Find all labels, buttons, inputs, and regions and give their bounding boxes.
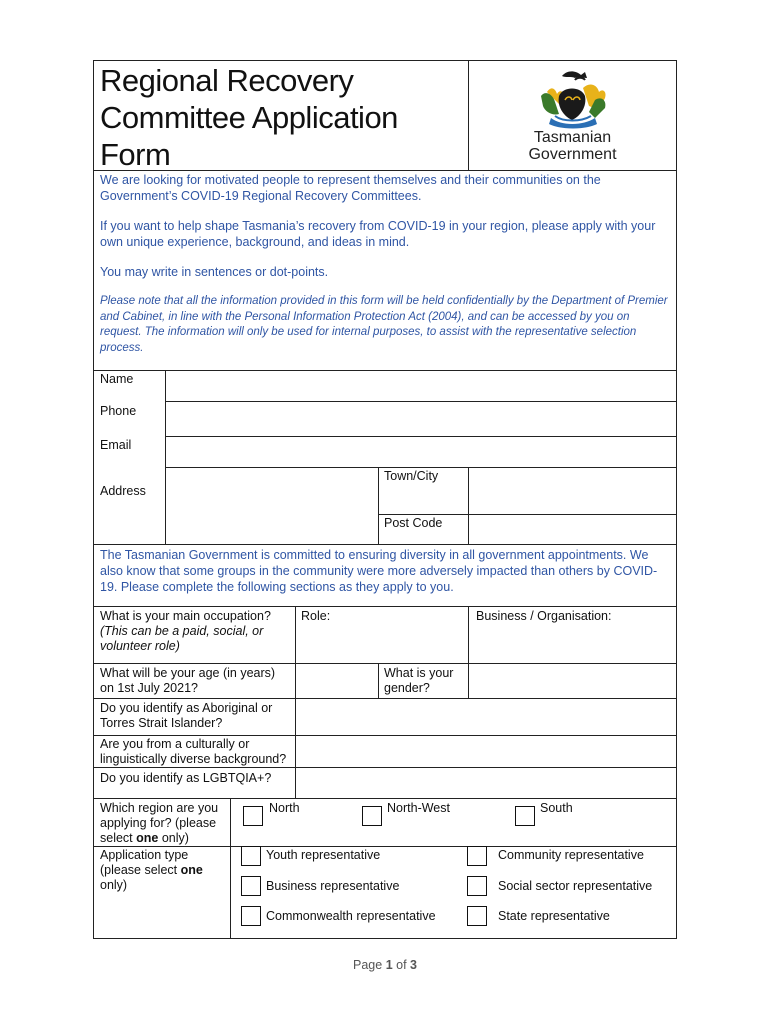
logo-text-line2: Government	[528, 146, 617, 163]
business-field[interactable]	[469, 624, 676, 663]
business-rep-label: Business representative	[266, 879, 400, 893]
state-rep-checkbox[interactable]	[467, 906, 487, 926]
region-question: Which region are you applying for? (please select one only)	[100, 801, 219, 845]
age-question: What will be your age (in years) on 1st July 2021?	[100, 666, 276, 695]
age-field[interactable]	[296, 664, 378, 698]
page-number: Page 1 of 3	[353, 958, 417, 972]
logo-text-line1: Tasmanian	[533, 129, 612, 146]
lgbtqia-question: Do you identify as LGBTQIA+?	[100, 771, 272, 785]
diversity-statement: The Tasmanian Government is committed to ensuring diversity in all government appointments. We also know that some groups in the community were more adversely impacted than others by COVID-19. Please complete the following sections as they apply to you.	[100, 548, 658, 594]
application-type-question: Application type (please select one only)	[100, 848, 203, 892]
town-field[interactable]	[469, 468, 676, 514]
aboriginal-field[interactable]	[296, 699, 676, 735]
role-label: Role:	[301, 609, 331, 623]
business-label: Business / Organisation:	[476, 609, 612, 623]
name-field[interactable]	[166, 371, 676, 401]
social-sector-rep-checkbox[interactable]	[467, 876, 487, 896]
name-label: Name	[100, 372, 134, 386]
email-field[interactable]	[166, 437, 676, 467]
email-label: Email	[100, 438, 132, 452]
south-checkbox[interactable]	[515, 806, 535, 826]
address-label: Address	[100, 484, 146, 498]
phone-field[interactable]	[166, 402, 676, 436]
address-field[interactable]	[166, 468, 378, 544]
occupation-note: (This can be a paid, social, or volunteer role)	[100, 624, 264, 653]
gender-field[interactable]	[469, 664, 676, 698]
state-rep-label: State representative	[498, 909, 610, 923]
north-west-checkbox[interactable]	[362, 806, 382, 826]
town-label: Town/City	[384, 469, 439, 483]
cald-question: Are you from a culturally or linguistically diverse background?	[100, 737, 287, 766]
community-rep-label: Community representative	[498, 848, 644, 862]
commonwealth-rep-checkbox[interactable]	[241, 906, 261, 926]
intro-paragraph-2: If you want to help shape Tasmania’s recovery from COVID-19 in your region, please apply with your own unique experience, background, and ideas in mind.	[100, 219, 656, 249]
gender-question: What is your gender?	[384, 666, 454, 695]
intro-paragraph-3: You may write in sentences or dot-points.	[100, 265, 329, 279]
youth-rep-label: Youth representative	[266, 848, 381, 862]
north-checkbox[interactable]	[243, 806, 263, 826]
south-label: South	[540, 801, 573, 815]
social-sector-rep-label: Social sector representative	[498, 879, 653, 893]
occupation-question: What is your main occupation? (This can be a paid, social, or volunteer role)	[100, 609, 271, 653]
lgbtqia-field[interactable]	[296, 768, 676, 798]
north-west-label: North-West	[387, 801, 450, 815]
form-title: Regional Recovery Committee Application Form	[100, 63, 398, 172]
aboriginal-question: Do you identify as Aboriginal or Torres Strait Islander?	[100, 701, 273, 730]
business-rep-checkbox[interactable]	[241, 876, 261, 896]
cald-field[interactable]	[296, 736, 676, 767]
intro-paragraph-1: We are looking for motivated people to represent themselves and their communities on the Government’s COVID-19 Regional Recovery Committees.	[100, 173, 601, 203]
youth-rep-checkbox[interactable]	[241, 846, 261, 866]
role-field[interactable]	[296, 624, 468, 663]
postcode-label: Post Code	[384, 516, 443, 530]
postcode-field[interactable]	[469, 515, 676, 544]
tasmanian-government-logo	[515, 66, 630, 166]
commonwealth-rep-label: Commonwealth representative	[266, 909, 436, 923]
phone-label: Phone	[100, 404, 137, 418]
north-label: North	[269, 801, 300, 815]
community-rep-checkbox[interactable]	[467, 846, 487, 866]
thylacine-emblem-icon	[515, 66, 630, 134]
privacy-note: Please note that all the information provided in this form will be held confidentially by the Department of Premier and Cabinet, in line with the Personal Information Protection Act (2004), and can be accessed by you on request. The information will only be used for internal purposes, to assist with the representative selection process.	[100, 295, 668, 354]
